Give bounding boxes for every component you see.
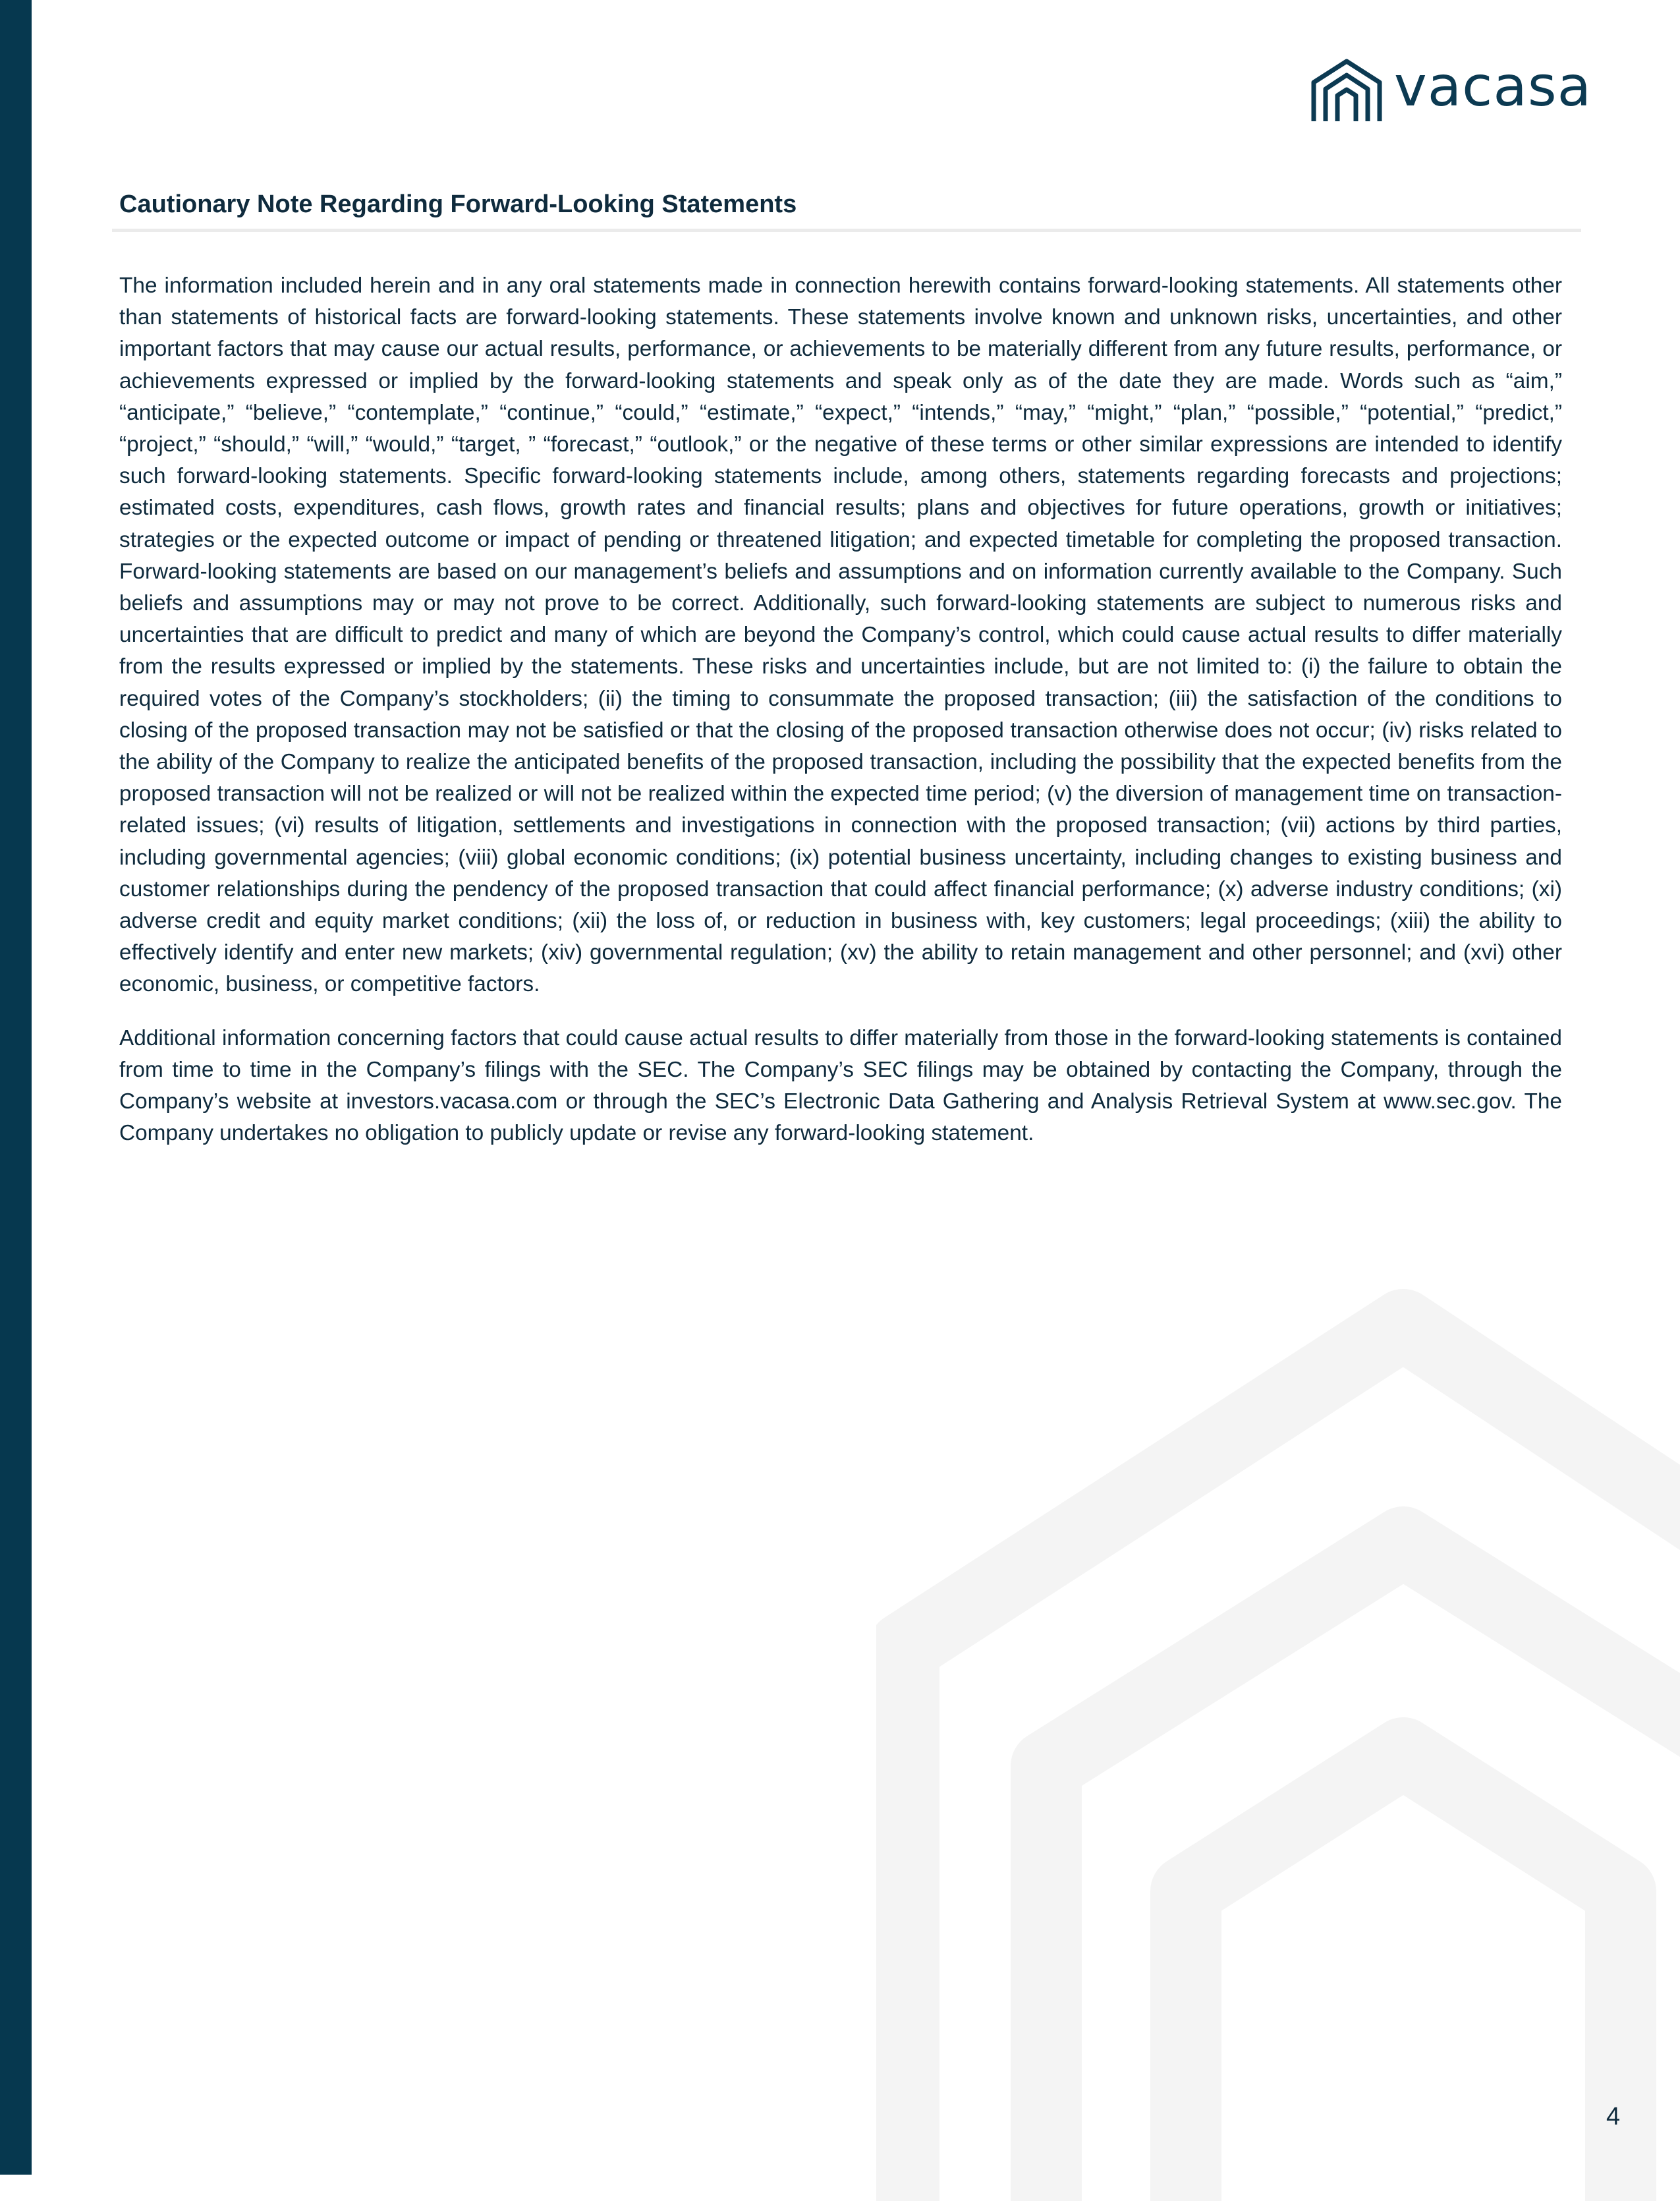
- section-heading: Cautionary Note Regarding Forward-Looking Statements: [119, 190, 797, 218]
- house-arches-icon: [1310, 57, 1384, 123]
- heading-divider: [112, 229, 1581, 232]
- left-accent-bar: [0, 0, 32, 2175]
- vacasa-logo: [1310, 54, 1592, 127]
- logo-wordmark: vacasa: [1394, 54, 1592, 119]
- paragraph-forward-looking: The information included herein and in any oral statements made in connection herewith contains forward-looking statements. All statements other than statements of historical facts are forward-looking statements. These statements involve known and unknown risks, uncertainties, and other important factors that may cause our actual results, performance, or achievements to be materially different from any future results, performance, or achievements expressed or implied by the forward-looking statements and speak only as of the date they are made. Words such as “aim,” “anticipate,” “believe,” “contemplate,” “continue,” “could,” “estimate,” “expect,” “intends,” “may,” “might,” “plan,” “possible,” “potential,” “predict,” “project,” “should,” “will,” “would,” “target, ” “forecast,” “outlook,” or the negative of these terms or other similar expressions are intended to identify such forward-looking statements. Specific forward-looking statements include, among others, statements regarding forecasts and projections; estimated costs, expenditures, cash flows, growth rates and financial results; plans and objectives for future operations, growth or initiatives; strategies or the expected outcome or impact of pending or threatened litigation; and expected timetable for completing the proposed transaction. Forward-looking statements are based on our management’s beliefs and assumptions and on information currently available to the Company. Such beliefs and assumptions may or may not prove to be correct. Additionally, such forward-looking statements are subject to numerous risks and uncertainties that are difficult to predict and many of which are beyond the Company’s control, which could cause actual results to differ materially from the results expressed or implied by the statements. These risks and uncertainties include, but are not limited to: (i) the failure to obtain the required votes of the Company’s stockholders; (ii) the timing to consummate the proposed transaction; (iii) the satisfaction of the conditions to closing of the proposed transaction may not be satisfied or that the closing of the proposed transaction otherwise does not occur; (iv) risks related to the ability of the Company to realize the anticipated benefits of the proposed transaction, including the possibility that the expected benefits from the proposed transaction will not be realized or will not be realized within the expected time period; (v) the diversion of management time on transaction-related issues; (vi) results of litigation, settlements and investigations in connection with the proposed transaction; (vii) actions by third parties, including governmental agencies; (viii) global economic conditions; (ix) potential business uncertainty, including changes to existing business and customer relationships during the pendency of the proposed transaction that could affect financial performance; (x) adverse industry conditions; (xi) adverse credit and equity market conditions; (xii) the loss of, or reduction in business with, key customers; legal proceedings; (xiii) the ability to effectively identify and enter new markets; (xiv) governmental regulation; (xv) the ability to retain management and other personnel; and (xvi) other economic, business, or competitive factors.: [119, 273, 1562, 997]
- house-arches-watermark-icon: [876, 1278, 1680, 2201]
- page-number: 4: [1606, 2103, 1621, 2130]
- document-body: [119, 270, 1562, 1171]
- paragraph-additional-information: Additional information concerning factors that could cause actual results to differ materially from those in the forward-looking statements is contained from time to time in the Company’s filings with the SEC. The Company’s SEC filings may be obtained by contacting the Company, through the Company’s website at investors.vacasa.com or through the SEC’s Electronic Data Gathering and Analysis Retrieval System at www.sec.gov. The Company undertakes no obligation to publicly update or revise any forward-looking statement.: [119, 1025, 1562, 1146]
